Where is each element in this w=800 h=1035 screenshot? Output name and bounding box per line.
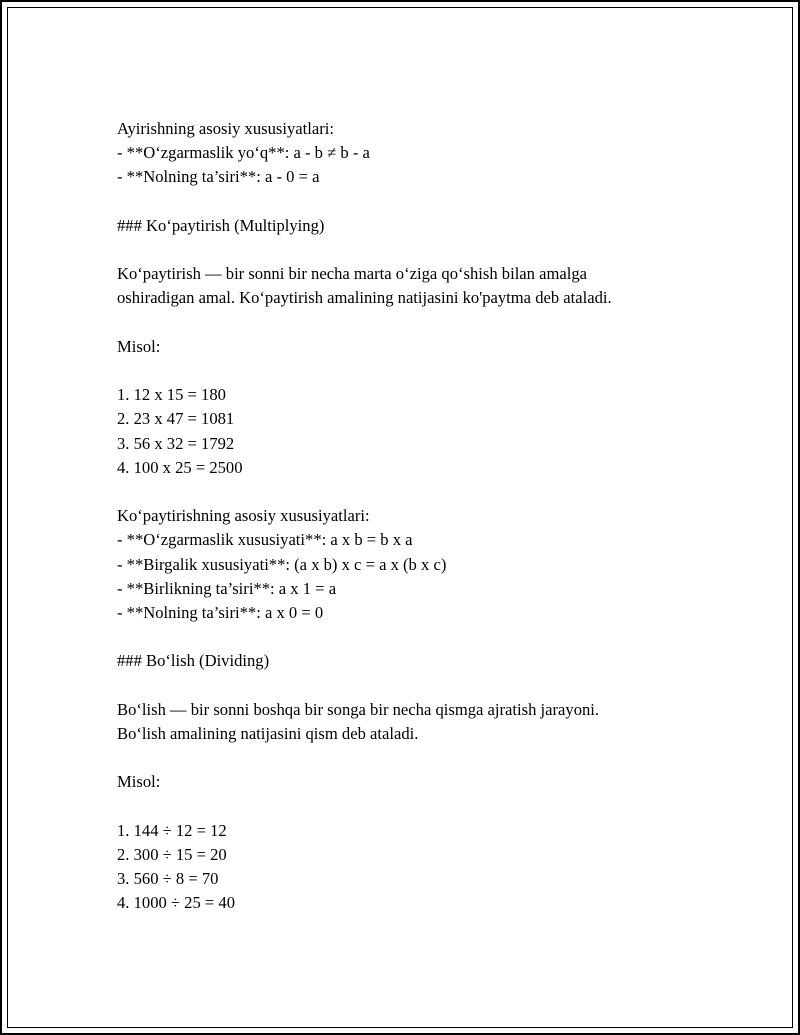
blank-line — [117, 480, 697, 504]
blank-line — [117, 674, 697, 698]
dividing-example-label: Misol: — [117, 772, 161, 792]
subtraction-property-item: - **Nolning ta’siri**: a - 0 = a — [117, 167, 320, 187]
blank-line — [117, 190, 697, 214]
blank-line — [117, 795, 697, 819]
multiplying-example-item: 1. 12 x 15 = 180 — [117, 385, 226, 405]
blank-line — [117, 359, 697, 383]
multiplying-paragraph-line: Ko‘paytirish — bir sonni bir necha marta o‘ziga qo‘shish bilan amalga — [117, 264, 588, 284]
multiplying-example-label: Misol: — [117, 336, 161, 356]
blank-line — [117, 746, 697, 770]
subtraction-properties-heading: Ayirishning asosiy xususiyatlari: — [117, 119, 334, 138]
multiplying-section-heading: ### Ko‘paytirish (Multiplying) — [117, 215, 325, 235]
multiplying-properties-heading: Ko‘paytirishning asosiy xususiyatlari: — [117, 506, 370, 526]
dividing-example-item: 1. 144 ÷ 12 = 12 — [117, 820, 227, 840]
dividing-paragraph-line: Bo‘lish — bir sonni boshqa bir songa bir necha qismga ajratish jarayoni. — [117, 699, 600, 719]
multiplying-property-item: - **Birlikning ta’siri**: a x 1 = a — [117, 578, 337, 598]
blank-line — [117, 311, 697, 335]
blank-line — [117, 625, 697, 649]
dividing-paragraph-line: Bo‘lish amalining natijasini qism deb ataladi. — [117, 723, 419, 743]
multiplying-property-item: - **Birgalik xususiyati**: (a x b) x c = a x (b x c) — [117, 554, 447, 574]
multiplying-example-item: 2. 23 x 47 = 1081 — [117, 409, 235, 429]
multiplying-example-item: 4. 100 x 25 = 2500 — [117, 457, 243, 477]
multiplying-property-item: - **O‘zgarmaslik xususiyati**: a x b = b x a — [117, 530, 413, 550]
multiplying-property-item: - **Nolning ta’siri**: a x 0 = 0 — [117, 602, 324, 622]
dividing-section-heading: ### Bo‘lish (Dividing) — [117, 651, 270, 671]
dividing-example-item: 2. 300 ÷ 15 = 20 — [117, 844, 227, 864]
blank-line — [117, 238, 697, 262]
multiplying-paragraph-line: oshiradigan amal. Ko‘paytirish amalining natijasini ko'paytma deb ataladi. — [117, 288, 612, 308]
dividing-example-item: 3. 560 ÷ 8 = 70 — [117, 869, 219, 889]
document-body — [117, 117, 697, 916]
subtraction-property-item: - **O‘zgarmaslik yo‘q**: a - b ≠ b - a — [117, 143, 370, 163]
dividing-example-item: 4. 1000 ÷ 25 = 40 — [117, 893, 236, 913]
multiplying-example-item: 3. 56 x 32 = 1792 — [117, 433, 235, 453]
